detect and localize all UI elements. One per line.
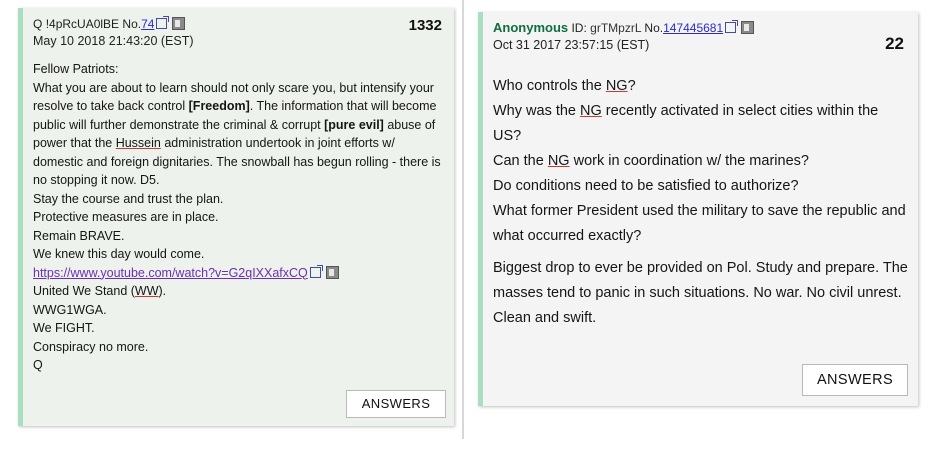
post-left-line-1: What you are about to learn should not only scare you, but intensify your resolve to take back control [Freedom]. The information that will become public will further demonstrate the criminal & corrupt [pure evil] abuse of power that the Hussein administration undertook in joint efforts w/ domestic and foreign dignitaries. The snowball has begun rolling - there is no stopping it now. D5. (33, 80, 441, 187)
external-link-icon[interactable] (310, 267, 321, 278)
column-divider (462, 0, 464, 449)
spacer (493, 249, 908, 256)
post-right-no-label: No. (644, 21, 664, 35)
post-right-line-0: Who controls the NG? (493, 78, 636, 94)
post-left-tail-2: We FIGHT. (33, 321, 95, 335)
answers-button-left[interactable]: ANSWERS (346, 390, 446, 418)
post-left-line-2: Stay the course and trust the plan. (33, 191, 224, 206)
post-left-header (33, 15, 444, 32)
post-right-no-link[interactable]: 147445681 (663, 21, 724, 35)
answers-button-right[interactable]: ANSWERS (802, 364, 908, 396)
post-right-line-5: Biggest drop to ever be provided on Pol. Study and prepare. The masses tend to panic in such situations. No war. No civil unrest. Clean and swift. (493, 260, 908, 326)
post-right-timestamp: Oct 31 2017 23:57:15 (EST) (493, 38, 650, 52)
post-right-line-1: Why was the NG recently activated in select cities within the US? (493, 103, 879, 144)
post-left-timestamp: May 10 2018 21:43:20 (EST) (33, 34, 194, 48)
post-left-author: Q (33, 17, 43, 31)
bottom-strip (0, 439, 939, 449)
post-left-line-5: We knew this day would come. (33, 247, 205, 261)
youtube-link[interactable]: https://www.youtube.com/watch?v=G2qIXXafxCQ (33, 265, 308, 280)
post-left-tail-0: United We Stand (WW). (33, 284, 167, 298)
copy-icon[interactable] (326, 266, 339, 279)
external-link-icon[interactable] (156, 18, 167, 29)
external-link-icon[interactable] (725, 22, 736, 33)
post-right-line-2: Can the NG work in coordination w/ the marines? (493, 153, 809, 169)
post-left-tail-3: Conspiracy no more. (33, 339, 149, 354)
post-left-line-0: Fellow Patriots: (33, 62, 119, 76)
post-right-line-4: What former President used the military to save the republic and what occurred exactly? (493, 203, 906, 244)
post-card-left (18, 8, 454, 426)
post-left-line-4: Remain BRAVE. (33, 228, 125, 243)
post-left-line-3: Protective measures are in place. (33, 210, 219, 224)
post-left-tripcode: !4pRcUA0lBE (45, 17, 120, 31)
post-right-body (493, 74, 908, 331)
post-left-inner (23, 8, 454, 426)
post-left-counter: 1332 (408, 17, 442, 34)
post-right-counter: 22 (885, 34, 904, 53)
post-right-line-3: Do conditions need to be satisfied to authorize? (493, 178, 799, 194)
post-left-no-label: No. (122, 17, 142, 31)
post-card-right (478, 12, 918, 406)
post-right-header (493, 19, 908, 36)
post-right-author: Anonymous (493, 20, 569, 35)
post-right-id-value: grTMpzrL (590, 21, 642, 35)
post-right-inner (483, 12, 918, 406)
post-left-tail-4: Q (33, 358, 43, 372)
copy-icon[interactable] (172, 17, 185, 30)
copy-icon[interactable] (741, 21, 754, 34)
post-left-body (33, 60, 444, 375)
post-left-url-line (33, 264, 444, 283)
post-left-no-link[interactable]: 74 (141, 17, 155, 31)
post-right-id-label: ID: (571, 21, 587, 35)
post-left-tail-1: WWG1WGA. (33, 302, 107, 317)
